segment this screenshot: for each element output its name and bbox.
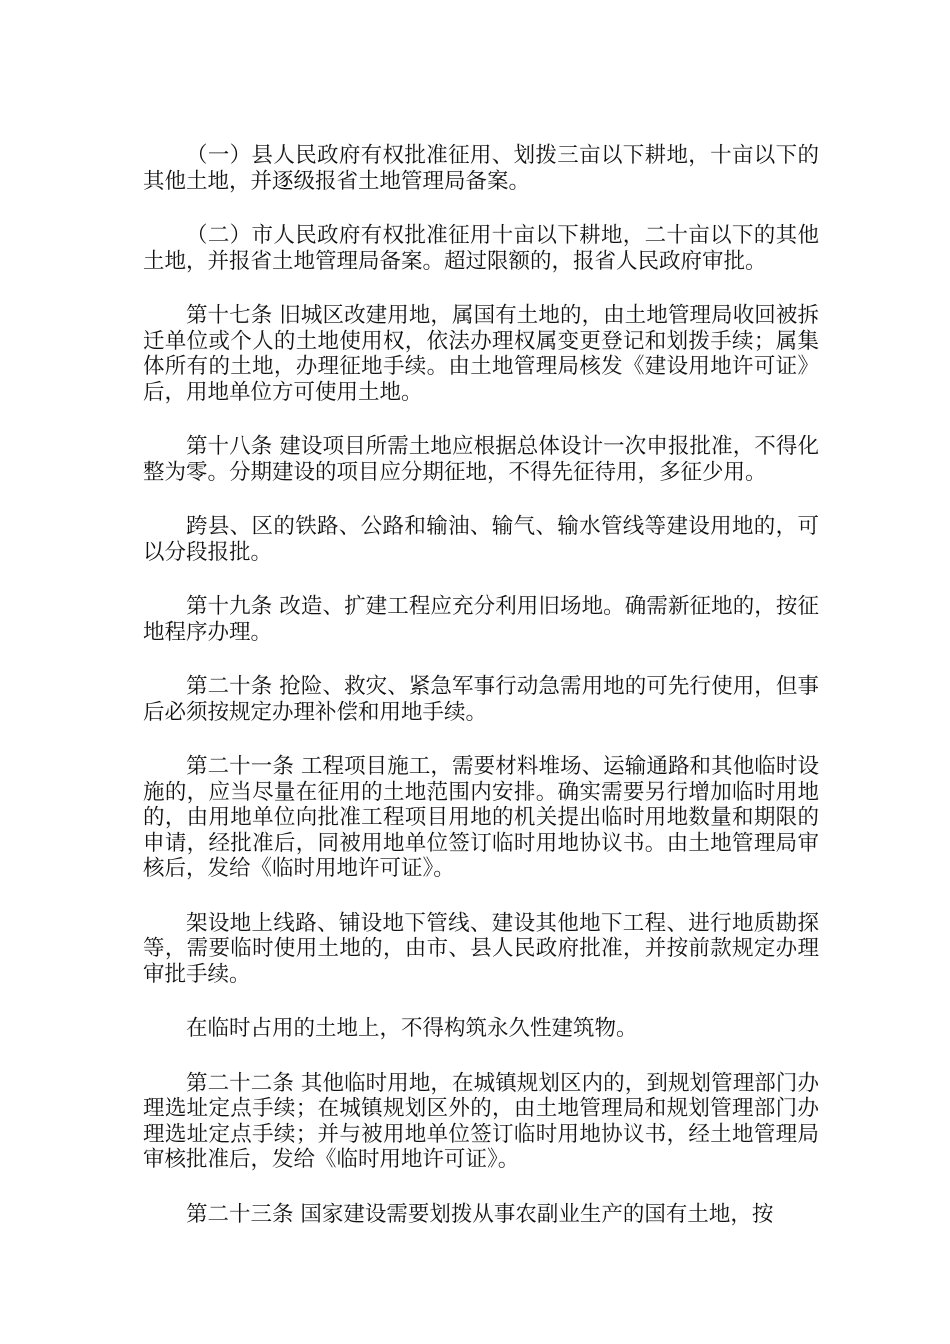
article-21-paragraph: 第二十一条 工程项目施工，需要材料堆场、运输通路和其他临时设施的，应当尽量在征用的土地范围内安排。确实需要另行增加临时用地的，由用地单位向批准工程项目用地的机关提出临时用地数量和期限的申请，经批准后，同被用地单位签订临时用地协议书。由土地管理局审核后，发给《临时用地许可证》。 bbox=[143, 754, 819, 881]
article-18-paragraph: 第十八条 建设项目所需土地应根据总体设计一次申报批准，不得化整为零。分期建设的项目应分期征地，不得先征待用，多征少用。 bbox=[143, 434, 819, 485]
article-20-paragraph: 第二十条 抢险、救灾、紧急军事行动急需用地的可先行使用，但事后必须按规定办理补偿和用地手续。 bbox=[143, 674, 819, 725]
paragraph-2: （二）市人民政府有权批准征用十亩以下耕地，二十亩以下的其他土地，并报省土地管理局备案。超过限额的，报省人民政府审批。 bbox=[143, 223, 819, 274]
paragraph-cross-county: 跨县、区的铁路、公路和输油、输气、输水管线等建设用地的，可以分段报批。 bbox=[143, 514, 819, 565]
article-19-paragraph: 第十九条 改造、扩建工程应充分利用旧场地。确需新征地的，按征地程序办理。 bbox=[143, 594, 819, 645]
document-body bbox=[143, 143, 819, 1256]
article-23-paragraph: 第二十三条 国家建设需要划拨从事农副业生产的国有土地，按 bbox=[186, 1201, 774, 1227]
paragraph-1: （一）县人民政府有权批准征用、划拨三亩以下耕地，十亩以下的其他土地，并逐级报省土地管理局备案。 bbox=[143, 143, 819, 194]
article-22-paragraph: 第二十二条 其他临时用地，在城镇规划区内的，到规划管理部门办理选址定点手续；在城镇规划区外的，由土地管理局和规划管理部门办理选址定点手续；并与被用地单位签订临时用地协议书，经土地管理局审核批准后，发给《临时用地许可证》。 bbox=[143, 1070, 819, 1172]
article-17-paragraph: 第十七条 旧城区改建用地，属国有土地的，由土地管理局收回被拆迁单位或个人的土地使用权，依法办理权属变更登记和划拨手续；属集体所有的土地，办理征地手续。由土地管理局核发《建设用地许可证》后，用地单位方可使用土地。 bbox=[143, 303, 819, 405]
paragraph-no-permanent-buildings: 在临时占用的土地上，不得构筑永久性建筑物。 bbox=[186, 1016, 638, 1041]
paragraph-erection-lines: 架设地上线路、铺设地下管线、建设其他地下工程、进行地质勘探等，需要临时使用土地的，由市、县人民政府批准，并按前款规定办理审批手续。 bbox=[143, 910, 819, 987]
